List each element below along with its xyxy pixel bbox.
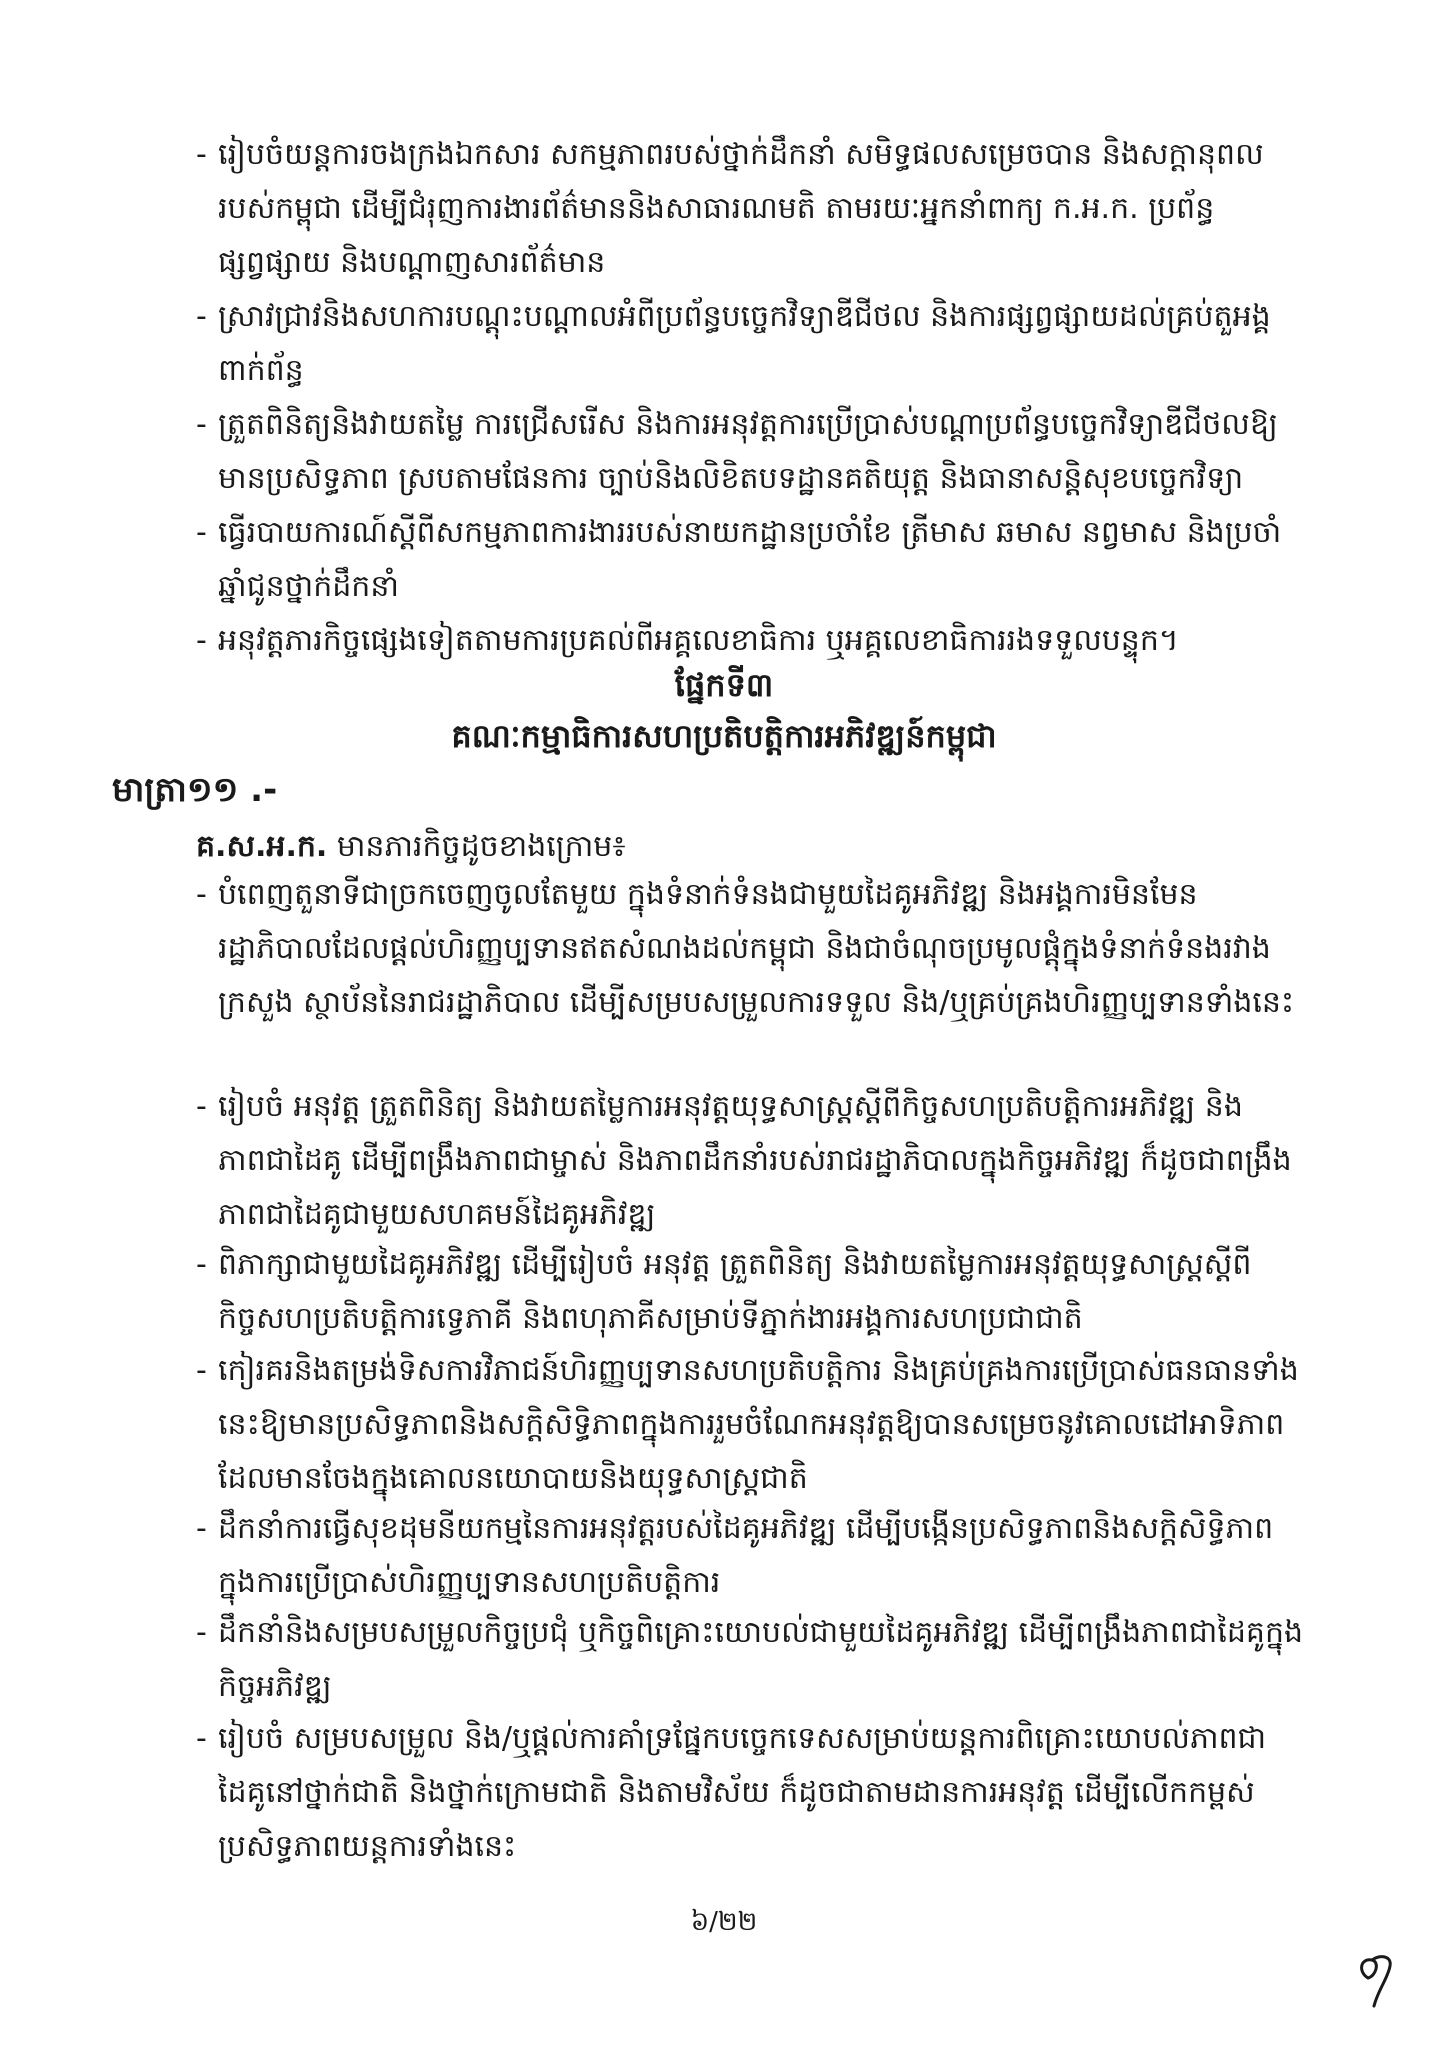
article-intro [196, 820, 626, 874]
article-label: មាត្រា១១ .- [112, 770, 278, 810]
bullet-dash: - [196, 137, 207, 172]
intro-text: មានភារកិច្ចដូចខាងក្រោម៖ [327, 829, 626, 864]
list-item [196, 1712, 1306, 1874]
list-item [196, 128, 1306, 290]
bullet-dash: - [196, 1247, 207, 1282]
bullet-dash: - [196, 515, 207, 550]
list-item [196, 868, 1306, 1030]
list-item-text: ដឹកនាំនិងសម្របសម្រួលកិច្ចប្រជុំ ឬកិច្ចពិគ្រោះយោបល់ជាមួយដៃគូអភិវឌ្ឍ ដើម្បីពង្រឹងភាពជាដៃគូក្នុងកិច្ចអភិវឌ្ឍ [218, 1615, 1304, 1704]
initial-signature [1350, 1950, 1410, 2010]
list-item [196, 1080, 1306, 1242]
bullet-dash: - [196, 877, 207, 912]
list-item-text: ពិភាក្សាជាមួយដៃគូអភិវឌ្ឍ ដើម្បីរៀបចំ អនុវត្ត ត្រួតពិនិត្យ និងវាយតម្លៃការអនុវត្តយុទ្ធសាស្ត្រស្តីពីកិច្ចសហប្រតិបត្តិការទ្វេភាគី និងពហុភាគីសម្រាប់ទីភ្នាក់ងារអង្គការសហប្រជាជាតិ [218, 1247, 1252, 1336]
list-item-text: ដឹកនាំការធ្វើសុខដុមនីយកម្មនៃការអនុវត្តរបស់ដៃគូអភិវឌ្ឍ ដើម្បីបង្កើនប្រសិទ្ធភាពនិងសក្តិសិទ្ធិភាពក្នុងការប្រើប្រាស់ហិរញ្ញប្បទានសហប្រតិបត្តិការ [218, 1511, 1274, 1600]
list-item-text: រៀបចំ អនុវត្ត ត្រួតពិនិត្យ និងវាយតម្លៃការអនុវត្តយុទ្ធសាស្ត្រស្តីពីកិច្ចសហប្រតិបត្តិការអភិវឌ្ឍ និងភាពជាដៃគូ ដើម្បីពង្រឹងភាពជាម្ចាស់ និងភាពដឹកនាំរបស់រាជរដ្ឋាភិបាលក្នុងកិច្ចអភិវឌ្ឍ ក៏ដូចជាពង្រឹងភាពជាដៃគូជាមួយសហគមន៍ដៃគូអភិវឌ្ឍ [218, 1089, 1292, 1232]
list-item [196, 1344, 1306, 1506]
list-item-text: ធ្វើរបាយការណ៍ស្តីពីសកម្មភាពការងាររបស់នាយកដ្ឋានប្រចាំខែ ត្រីមាស ឆមាស នព្វមាស និងប្រចាំឆ្នាំជូនថ្នាក់ដឹកនាំ [218, 515, 1282, 604]
list-item-text: រៀបចំយន្តការចងក្រងឯកសារ សកម្មភាពរបស់ថ្នាក់ដឹកនាំ សមិទ្ធផលសម្រេចបាន និងសក្តានុពលរបស់កម្ពុជា ដើម្បីជំរុញការងារព័ត៌មាននិងសាធារណមតិ តាមរយៈអ្នកនាំពាក្យ ក.អ.ក. ប្រព័ន្ធផ្សព្វផ្សាយ និងបណ្តាញសារព័ត៌មាន [218, 137, 1264, 280]
list-item [196, 1606, 1306, 1714]
bullet-dash: - [196, 1089, 207, 1124]
list-item [196, 506, 1306, 614]
part-heading: ផ្នែកទី៣ [674, 666, 774, 704]
bullet-dash: - [196, 1511, 207, 1546]
bullet-dash: - [196, 1721, 207, 1756]
bullet-dash: - [196, 623, 207, 658]
list-item [196, 398, 1306, 506]
list-item-text: រៀបចំ សម្របសម្រួល និង/ឬផ្តល់ការគាំទ្រផ្នែកបច្ចេកទេសសម្រាប់យន្តការពិគ្រោះយោបល់ភាពជាដៃគូនៅថ្នាក់ជាតិ និងថ្នាក់ក្រោមជាតិ និងតាមវិស័យ ក៏ដូចជាតាមដានការអនុវត្ត ដើម្បីលើកកម្ពស់ប្រសិទ្ធភាពយន្តការទាំងនេះ [218, 1721, 1267, 1864]
list-item [196, 290, 1306, 398]
bullet-dash: - [196, 407, 207, 442]
page-number: ៦/២២ [690, 1907, 758, 1937]
committee-heading: គណៈកម្មាធិការសហប្រតិបត្តិការអភិវឌ្ឍន៍កម្ពុជា [451, 717, 997, 755]
bullet-dash: - [196, 1615, 207, 1650]
list-item-text: បំពេញតួនាទីជាច្រកចេញចូលតែមួយ ក្នុងទំនាក់ទំនងជាមួយដៃគូអភិវឌ្ឍ និងអង្គការមិនមែនរដ្ឋាភិបាលដែលផ្តល់ហិរញ្ញប្បទានឥតសំណងដល់កម្ពុជា និងជាចំណុចប្រមូលផ្តុំក្នុងទំនាក់ទំនងរវាងក្រសួង ស្ថាប័ននៃរាជរដ្ឋាភិបាល ដើម្បីសម្របសម្រួលការទទួល និង/ឬគ្រប់គ្រងហិរញ្ញប្បទានទាំងនេះ [218, 877, 1295, 1020]
list-item [196, 1238, 1306, 1346]
bullet-dash: - [196, 1353, 207, 1388]
committee-abbreviation: គ.ស.អ.ក. [196, 829, 328, 864]
list-item-text: ត្រួតពិនិត្យនិងវាយតម្លៃ ការជ្រើសរើស និងការអនុវត្តការប្រើប្រាស់បណ្តាប្រព័ន្ធបច្ចេកវិទ្យាឌីជីថលឱ្យមានប្រសិទ្ធភាព ស្របតាមផែនការ ច្បាប់និងលិខិតបទដ្ឋានគតិយុត្ត និងធានាសន្តិសុខបច្ចេកវិទ្យា [218, 407, 1278, 496]
bullet-dash: - [196, 299, 207, 334]
list-item [196, 1502, 1306, 1610]
list-item-text: ស្រាវជ្រាវនិងសហការបណ្តុះបណ្តាលអំពីប្រព័ន្ធបច្ចេកវិទ្យាឌីជីថល និងការផ្សព្វផ្សាយដល់គ្រប់តួអង្គពាក់ព័ន្ធ [218, 299, 1271, 388]
list-item-text: អនុវត្តភារកិច្ចផ្សេងទៀតតាមការប្រគល់ពីអគ្គលេខាធិការ ឬអគ្គលេខាធិការរងទទួលបន្ទុក។ [218, 623, 1179, 658]
list-item-text: កៀរគរនិងតម្រង់ទិសការវិភាជន៍ហិរញ្ញប្បទានសហប្រតិបត្តិការ និងគ្រប់គ្រងការប្រើប្រាស់ធនធានទាំងនេះឱ្យមានប្រសិទ្ធភាពនិងសក្តិសិទ្ធិភាពក្នុងការរួមចំណែកអនុវត្តឱ្យបានសម្រេចនូវគោលដៅអាទិភាពដែលមានចែងក្នុងគោលនយោបាយនិងយុទ្ធសាស្ត្រជាតិ [218, 1353, 1299, 1496]
